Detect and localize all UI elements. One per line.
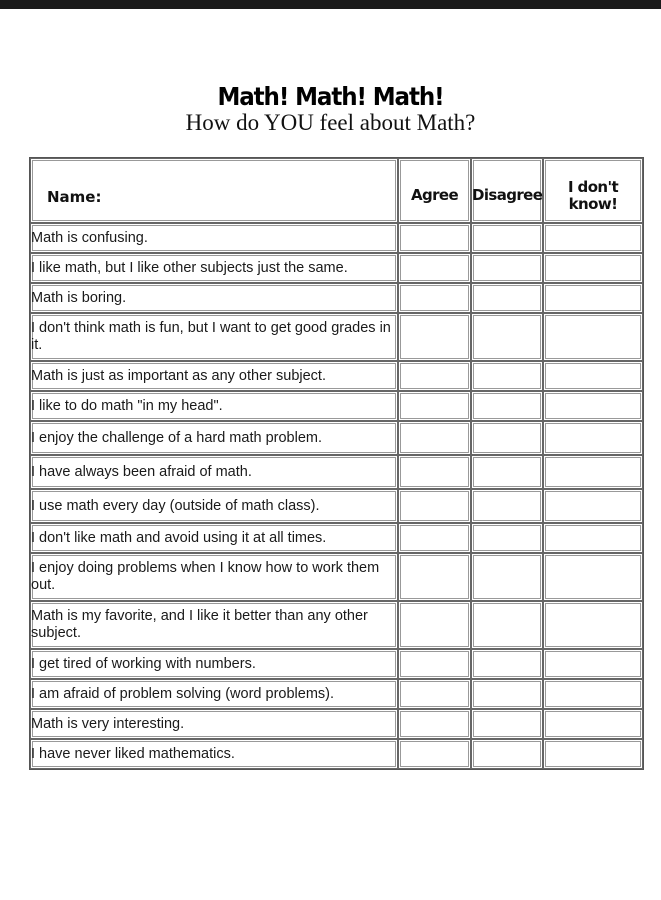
statement-text: I enjoy doing problems when I know how to work them out. <box>30 553 398 601</box>
disagree-checkbox-cell[interactable] <box>471 679 543 709</box>
dont-know-checkbox-cell[interactable] <box>543 523 643 553</box>
disagree-checkbox-cell[interactable] <box>471 283 543 313</box>
name-header-cell[interactable] <box>30 158 398 223</box>
dont-know-checkbox-cell[interactable] <box>543 709 643 739</box>
agree-checkbox-cell[interactable] <box>398 421 471 455</box>
statement-text: I like math, but I like other subjects just the same. <box>30 253 398 283</box>
top-border-bar <box>0 0 661 9</box>
disagree-checkbox-cell[interactable] <box>471 489 543 523</box>
disagree-checkbox-cell[interactable] <box>471 739 543 769</box>
agree-checkbox-cell[interactable] <box>398 709 471 739</box>
agree-checkbox-cell[interactable] <box>398 679 471 709</box>
table-row <box>30 223 643 253</box>
disagree-checkbox-cell[interactable] <box>471 553 543 601</box>
agree-checkbox-cell[interactable] <box>398 601 471 649</box>
dont-know-checkbox-cell[interactable] <box>543 391 643 421</box>
dont-know-checkbox-cell[interactable] <box>543 489 643 523</box>
agree-checkbox-cell[interactable] <box>398 361 471 391</box>
dont-know-checkbox-cell[interactable] <box>543 313 643 361</box>
disagree-checkbox-cell[interactable] <box>471 421 543 455</box>
disagree-header: Disagree <box>471 158 543 223</box>
table-row <box>30 523 643 553</box>
table-row <box>30 283 643 313</box>
statement-text: I enjoy the challenge of a hard math problem. <box>30 421 398 455</box>
dont-know-checkbox-cell[interactable] <box>543 283 643 313</box>
table-row <box>30 649 643 679</box>
survey-table <box>29 157 644 770</box>
disagree-checkbox-cell[interactable] <box>471 523 543 553</box>
agree-checkbox-cell[interactable] <box>398 649 471 679</box>
statement-text: I don't think math is fun, but I want to get good grades in it. <box>30 313 398 361</box>
agree-checkbox-cell[interactable] <box>398 253 471 283</box>
table-row <box>30 489 643 523</box>
statement-text: I like to do math "in my head". <box>30 391 398 421</box>
agree-checkbox-cell[interactable] <box>398 313 471 361</box>
disagree-checkbox-cell[interactable] <box>471 223 543 253</box>
dont-know-checkbox-cell[interactable] <box>543 649 643 679</box>
statement-text: Math is just as important as any other subject. <box>30 361 398 391</box>
agree-checkbox-cell[interactable] <box>398 739 471 769</box>
agree-checkbox-cell[interactable] <box>398 391 471 421</box>
header-row <box>30 158 643 223</box>
dont-know-checkbox-cell[interactable] <box>543 739 643 769</box>
worksheet-subtitle: How do YOU feel about Math? <box>185 110 476 135</box>
statement-text: Math is boring. <box>30 283 398 313</box>
disagree-checkbox-cell[interactable] <box>471 649 543 679</box>
worksheet-title: Math! Math! Math! <box>217 82 444 111</box>
table-row <box>30 601 643 649</box>
dont-know-header: I don't know! <box>543 158 643 223</box>
dont-know-checkbox-cell[interactable] <box>543 253 643 283</box>
disagree-checkbox-cell[interactable] <box>471 391 543 421</box>
table-row <box>30 553 643 601</box>
statement-text: I use math every day (outside of math class). <box>30 489 398 523</box>
table-row <box>30 361 643 391</box>
agree-checkbox-cell[interactable] <box>398 523 471 553</box>
disagree-checkbox-cell[interactable] <box>471 601 543 649</box>
agree-checkbox-cell[interactable] <box>398 283 471 313</box>
statement-text: I am afraid of problem solving (word problems). <box>30 679 398 709</box>
agree-checkbox-cell[interactable] <box>398 489 471 523</box>
statement-text: I don't like math and avoid using it at all times. <box>30 523 398 553</box>
statement-text: I have always been afraid of math. <box>30 455 398 489</box>
table-row <box>30 421 643 455</box>
dont-know-checkbox-cell[interactable] <box>543 553 643 601</box>
table-row <box>30 391 643 421</box>
table-row <box>30 739 643 769</box>
statement-text: I have never liked mathematics. <box>30 739 398 769</box>
dont-know-checkbox-cell[interactable] <box>543 361 643 391</box>
agree-checkbox-cell[interactable] <box>398 223 471 253</box>
table-row <box>30 253 643 283</box>
statement-text: Math is very interesting. <box>30 709 398 739</box>
statement-text: I get tired of working with numbers. <box>30 649 398 679</box>
table-row <box>30 313 643 361</box>
dont-know-checkbox-cell[interactable] <box>543 679 643 709</box>
table-row <box>30 709 643 739</box>
disagree-checkbox-cell[interactable] <box>471 709 543 739</box>
statement-text: Math is my favorite, and I like it better than any other subject. <box>30 601 398 649</box>
disagree-checkbox-cell[interactable] <box>471 313 543 361</box>
dont-know-checkbox-cell[interactable] <box>543 455 643 489</box>
disagree-checkbox-cell[interactable] <box>471 253 543 283</box>
disagree-checkbox-cell[interactable] <box>471 361 543 391</box>
agree-header: Agree <box>398 158 471 223</box>
dont-know-checkbox-cell[interactable] <box>543 223 643 253</box>
disagree-checkbox-cell[interactable] <box>471 455 543 489</box>
statement-text: Math is confusing. <box>30 223 398 253</box>
dont-know-checkbox-cell[interactable] <box>543 601 643 649</box>
agree-checkbox-cell[interactable] <box>398 455 471 489</box>
table-row <box>30 679 643 709</box>
name-label: Name: <box>47 187 102 206</box>
agree-checkbox-cell[interactable] <box>398 553 471 601</box>
table-row <box>30 455 643 489</box>
dont-know-checkbox-cell[interactable] <box>543 421 643 455</box>
